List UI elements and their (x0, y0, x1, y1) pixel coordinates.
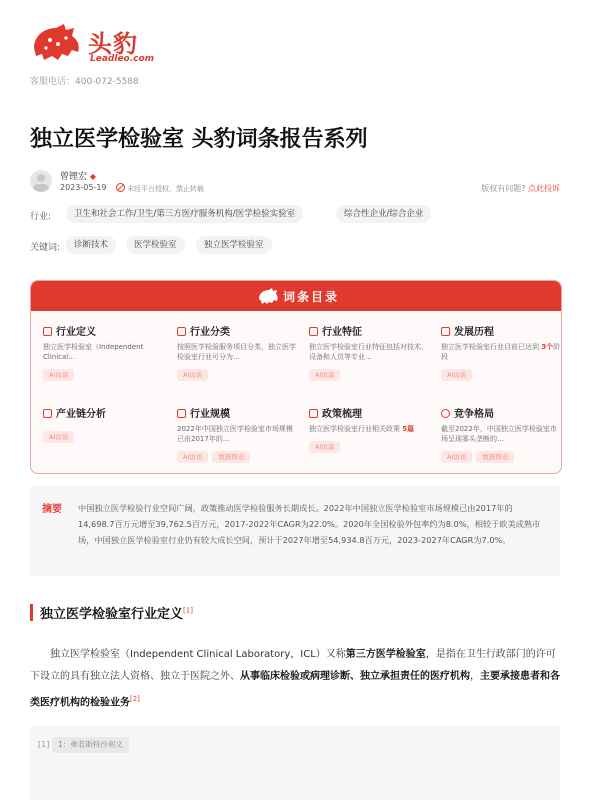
copyright-notice (116, 183, 204, 194)
directory-item[interactable] (441, 405, 561, 463)
directory-item[interactable] (43, 405, 163, 443)
directory-item[interactable] (177, 323, 297, 381)
keyword-tag[interactable]: 独立医学检验室 (196, 236, 272, 254)
chip-icon (309, 327, 318, 336)
bar-chart-icon (177, 409, 186, 418)
directory-card (30, 280, 562, 474)
reference-number: [1] (38, 740, 50, 749)
logo-text-en: Leadleo.com (90, 54, 155, 64)
reference-source-chip[interactable]: 1：弗若斯特沙利文 (52, 737, 129, 753)
section-title-text: 独立医学检验室行业定义 (40, 607, 184, 622)
directory-title: 词条目录 (282, 290, 339, 304)
leadleo-logo[interactable] (28, 20, 158, 72)
author-badge-icon: ◆ (89, 172, 97, 181)
directory-item-title: 行业分类 (190, 327, 230, 338)
directory-item-title: 政策梳理 (322, 409, 362, 420)
search-doc-icon (43, 327, 52, 336)
directory-item-desc: 独立医学检验室行业相关政策 5篇 (309, 425, 415, 433)
data-chart-pill[interactable]: 数据图表 (212, 451, 250, 463)
author-name-text: 曾锂宏 (60, 172, 88, 182)
ai-interview-pill[interactable]: AI访谈 (43, 431, 74, 443)
directory-item-title: 发展历程 (454, 327, 494, 338)
directory-item-title: 产业链分析 (56, 409, 106, 420)
keyword-tag[interactable]: 医学检验室 (126, 236, 185, 254)
policy-doc-icon (309, 409, 318, 418)
customer-hotline: 客服电话：400-072-5588 (30, 77, 139, 87)
directory-item[interactable] (309, 323, 429, 381)
directory-item[interactable] (441, 323, 561, 381)
page-title: 独立医学检验室 头豹词条报告系列 (30, 127, 368, 152)
directory-item-desc: 独立医学检验室（Independent Clinical... (43, 343, 144, 361)
reference-box (30, 726, 560, 800)
user-avatar-icon (30, 170, 52, 192)
copyright-notice-text: 未经平台授权，禁止转载 (127, 185, 204, 193)
industry-tag[interactable]: 综合性企业/综合企业 (336, 205, 431, 223)
industry-label: 行业: (30, 212, 52, 222)
ai-interview-pill[interactable]: AI访谈 (177, 369, 208, 381)
directory-item-desc: 独立医学检验室行业目前已达到 3个阶段 (441, 343, 561, 361)
definition-paragraph: 独立医学检验室（Independent Clinical Laboratory，ICL）又称第三方医学检验室，是指在卫生行政部门的许可下设立的具有独立法人资格、独立于医院之外、从事临床检验或病理诊断、独立承担责任的医疗机构，主要承接患者和各类医疗机构的检验业务[2] (30, 649, 560, 709)
industry-tag[interactable]: 卫生和社会工作/卫生/第三方医疗服务机构/医学检验实验室 (66, 205, 303, 223)
report-link[interactable]: 点此投诉 (528, 184, 560, 193)
directory-item-desc: 独立医学检验室行业特征包括对技术、设备和人员等专业... (309, 343, 428, 361)
directory-item-desc: 截至2022年，中国独立医学检验室市场呈现寡头垄断的... (441, 425, 557, 443)
directory-item-title: 行业规模 (190, 409, 230, 420)
directory-item-title: 行业特征 (322, 327, 362, 338)
abstract-label: 摘要 (42, 504, 62, 515)
directory-item[interactable] (177, 405, 297, 463)
footnote-ref[interactable]: [2] (130, 695, 140, 703)
abstract-box (30, 486, 560, 576)
ai-interview-pill[interactable]: AI访谈 (441, 369, 472, 381)
pie-chart-icon (441, 409, 450, 418)
author-name[interactable] (60, 169, 96, 182)
abstract-text: 中国独立医学检验行业空间广阔，政策推动医学检验服务长期成长。2022年中国独立医学检验室市场规模已由2017年的14,698.7百万元增至39,762.5百万元，2017-2022年CAGR为22.0%。2020年全国检验外包率约为8.0%，相较于欧美成熟市场，中国独立医学检验室行业仍有较大成长空间，预计于2027年增至54,934.8百万元，2023-2027年CAGR为7.0%。 (78, 503, 541, 545)
ai-interview-pill[interactable]: AI访谈 (177, 451, 208, 463)
footnote-ref[interactable]: [1] (183, 606, 193, 615)
directory-item[interactable] (309, 405, 429, 453)
directory-item-title: 竞争格局 (454, 409, 494, 420)
avatar[interactable] (30, 170, 52, 192)
copyright-feedback (481, 183, 560, 194)
ai-interview-pill[interactable]: AI访谈 (43, 369, 74, 381)
directory-item[interactable] (43, 323, 163, 381)
publish-date: 2023-05-19 (60, 183, 107, 192)
feedback-prefix: 版权有问题? (481, 184, 526, 193)
logo-text-cn: 头豹 (88, 30, 138, 58)
timeline-icon (441, 327, 450, 336)
keywords-label: 关键词: (30, 243, 61, 253)
section-accent-bar (30, 604, 33, 621)
hierarchy-icon (177, 327, 186, 336)
ai-interview-pill[interactable]: AI访谈 (309, 441, 340, 453)
directory-header (31, 281, 561, 311)
directory-item-desc: 按照医学检验服务项目分类，独立医学检验室行业可分为... (177, 343, 296, 361)
section-title (40, 603, 193, 622)
chain-icon (43, 409, 52, 418)
directory-item-title: 行业定义 (56, 327, 96, 338)
directory-item-desc: 2022年中国独立医学检验室市场规模已由2017年的... (177, 425, 293, 443)
ai-interview-pill[interactable]: AI访谈 (309, 369, 340, 381)
keyword-tag[interactable]: 诊断技术 (66, 236, 116, 254)
data-chart-pill[interactable]: 数据图表 (476, 451, 514, 463)
leopard-logo-icon (28, 20, 84, 66)
ai-interview-pill[interactable]: AI访谈 (441, 451, 472, 463)
no-repost-icon (116, 183, 125, 192)
